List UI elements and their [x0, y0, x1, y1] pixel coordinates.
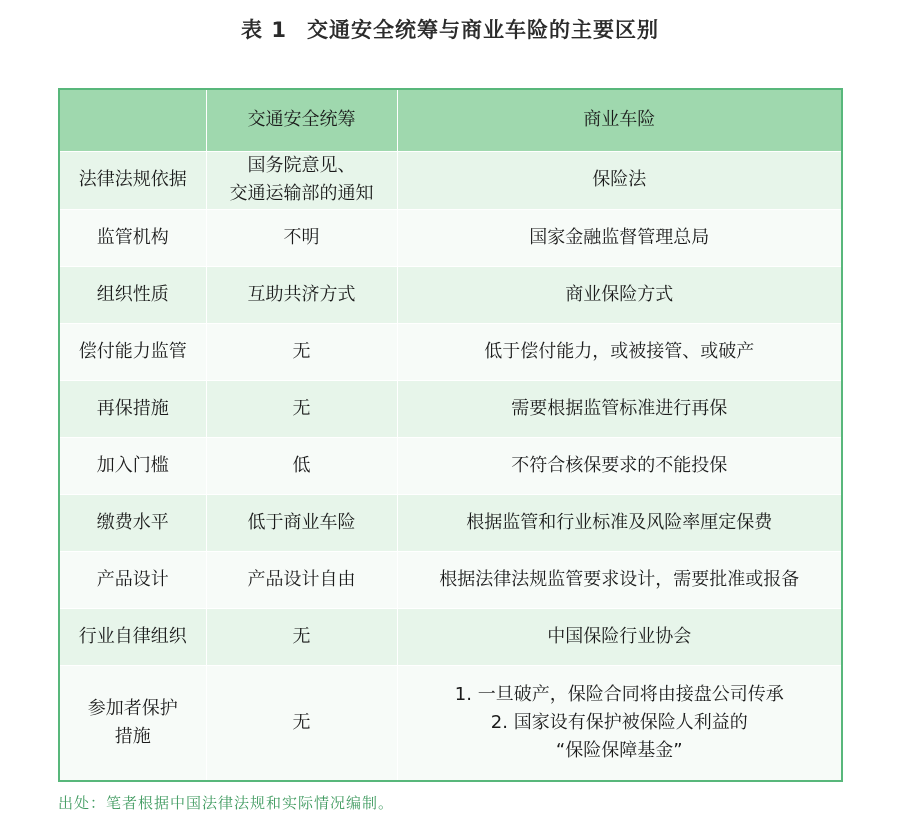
- commercial-insurance-cell: 不符合核保要求的不能投保: [397, 437, 842, 494]
- row-item-label: 偿付能力监管: [59, 323, 206, 380]
- row-item-label: [59, 665, 206, 781]
- commercial-insurance-cell: 低于偿付能力，或被接管、或破产: [397, 323, 842, 380]
- header-empty-cell: [59, 89, 206, 151]
- traffic-pool-cell: 无: [206, 665, 397, 781]
- table-row: [59, 209, 842, 266]
- commercial-insurance-cell: 需要根据监管标准进行再保: [397, 380, 842, 437]
- commercial-insurance-cell: 商业保险方式: [397, 266, 842, 323]
- commercial-insurance-cell: 保险法: [397, 151, 842, 209]
- comparison-table: [58, 88, 843, 782]
- cell-line: 2. 国家设有保护被保险人利益的: [490, 711, 748, 733]
- row-item-label: 缴费水平: [59, 494, 206, 551]
- table-row: [59, 551, 842, 608]
- row-item-label: 组织性质: [59, 266, 206, 323]
- traffic-pool-cell: [206, 151, 397, 209]
- table-number: 表 1: [241, 18, 287, 42]
- table-row: [59, 266, 842, 323]
- traffic-pool-cell: 互助共济方式: [206, 266, 397, 323]
- commercial-insurance-cell: 根据监管和行业标准及风险率厘定保费: [397, 494, 842, 551]
- table-row: [59, 437, 842, 494]
- traffic-pool-cell: 产品设计自由: [206, 551, 397, 608]
- table-row: [59, 608, 842, 665]
- traffic-pool-cell: 不明: [206, 209, 397, 266]
- cell-line: 国务院意见、: [247, 155, 356, 176]
- header-traffic-pool: 交通安全统筹: [206, 89, 397, 151]
- traffic-pool-cell: 低: [206, 437, 397, 494]
- traffic-pool-cell: 低于商业车险: [206, 494, 397, 551]
- cell-line: “保险保障基金”: [555, 739, 683, 761]
- table-title-text: 交通安全统筹与商业车险的主要区别: [306, 18, 659, 42]
- traffic-pool-cell: 无: [206, 380, 397, 437]
- table-header-row: [59, 89, 842, 151]
- header-commercial-insurance: 商业车险: [397, 89, 842, 151]
- cell-line: 交通运输部的通知: [229, 183, 374, 204]
- traffic-pool-cell: 无: [206, 608, 397, 665]
- commercial-insurance-cell: 根据法律法规监管要求设计，需要批准或报备: [397, 551, 842, 608]
- row-item-label: 法律法规依据: [59, 151, 206, 209]
- traffic-pool-cell: 无: [206, 323, 397, 380]
- row-item-label: 监管机构: [59, 209, 206, 266]
- row-item-label: 再保措施: [59, 380, 206, 437]
- table-row: [59, 494, 842, 551]
- source-note: 出处：笔者根据中国法律法规和实际情况编制。: [58, 794, 395, 812]
- table-row: [59, 151, 842, 209]
- table-row: [59, 665, 842, 781]
- table-title: [0, 14, 900, 44]
- table-row: [59, 323, 842, 380]
- commercial-insurance-cell: 国家金融监督管理总局: [397, 209, 842, 266]
- commercial-insurance-cell: [397, 665, 842, 781]
- table-row: [59, 380, 842, 437]
- row-item-label: 行业自律组织: [59, 608, 206, 665]
- cell-line: 参加者保护: [87, 697, 178, 719]
- commercial-insurance-cell: 中国保险行业协会: [397, 608, 842, 665]
- cell-line: 措施: [114, 725, 151, 747]
- cell-line: 1. 一旦破产，保险合同将由接盘公司传承: [454, 683, 784, 705]
- row-item-label: 产品设计: [59, 551, 206, 608]
- row-item-label: 加入门槛: [59, 437, 206, 494]
